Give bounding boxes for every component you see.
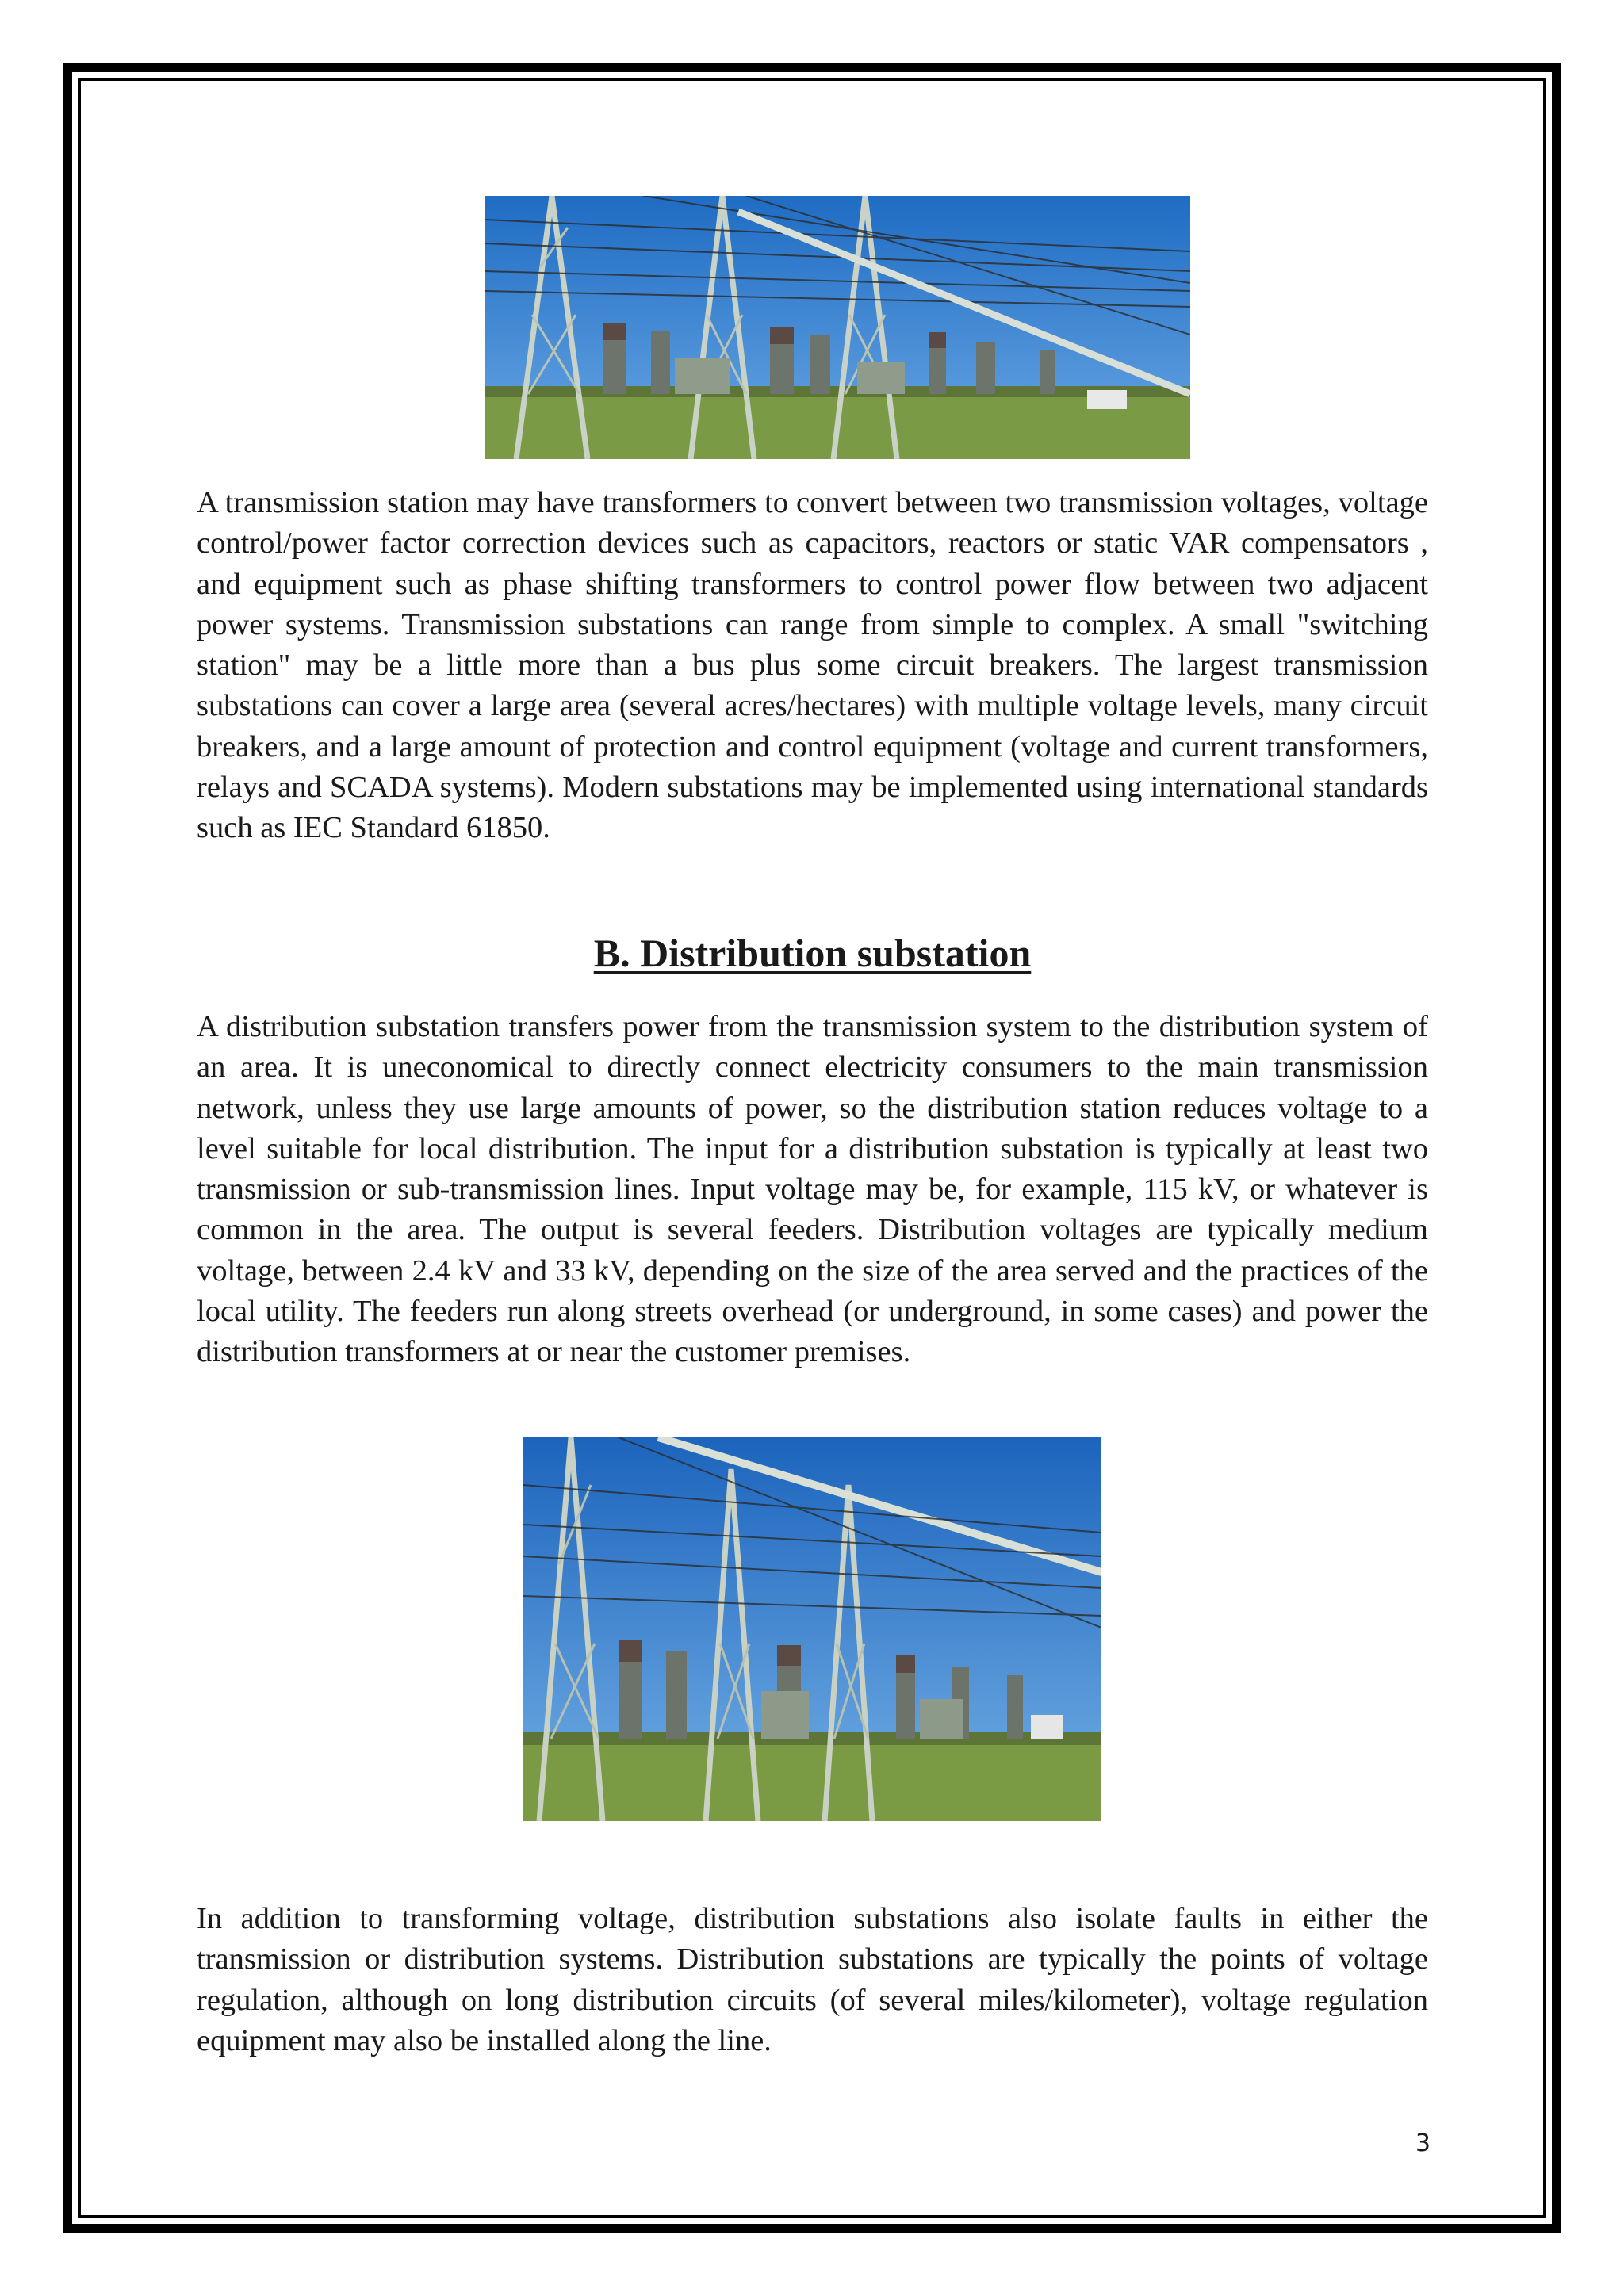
paragraph-transmission-station: A transmission station may have transformers to convert between two transmission voltages, voltage control/power factor correction devices such as capacitors, reactors or static VAR compensators , and equipment such as phase shifting transformers to control power flow between two adjacent power systems. Transmission substations can range from simple to complex. A small "switching station" may be a little more than a bus plus some circuit breakers. The largest transmission substations can cover a large area (several acres/hectares) with multiple voltage levels, many circuit breakers, and a large amount of protection and control equipment (voltage and current transformers, relays and SCADA systems). Modern substations may be implemented using international standards such as IEC Standard 61850. [197,486,1428,845]
substation-photo-icon [485,196,1190,459]
section-heading-distribution-substation [197,929,1428,977]
page-number: 3 [1415,2130,1431,2157]
paragraph-distribution-substation: A distribution substation transfers power from the transmission system to the distribution system of an area. It is uneconomical to directly connect electricity consumers to the main transmission network, unless they use large amounts of power, so the distribution station reduces voltage to a level suitable for local distribution. The input for a distribution substation is typically at least two transmission or sub-transmission lines. Input voltage may be, for example, 115 kV, or whatever is common in the area. The output is several feeders. Distribution voltages are typically medium voltage, between 2.4 kV and 33 kV, depending on the size of the area served and the practices of the local utility. The feeders run along streets overhead (or underground, in some cases) and power the distribution transformers at or near the customer premises. [197,1010,1428,1369]
paragraph-fault-isolation: In addition to transforming voltage, distribution substations also isolate faults in either the transmission or distribution systems. Distribution substations are typically the points of voltage regulation, although on long distribution circuits (of several miles/kilometer), voltage regulation equipment may also be installed along the line. [197,1902,1428,2057]
substation-photo-top [485,196,1190,459]
substation-photo-icon [523,1437,1101,1821]
substation-photo-bottom [523,1437,1101,1821]
section-heading-text: B. Distribution substation [593,931,1032,975]
